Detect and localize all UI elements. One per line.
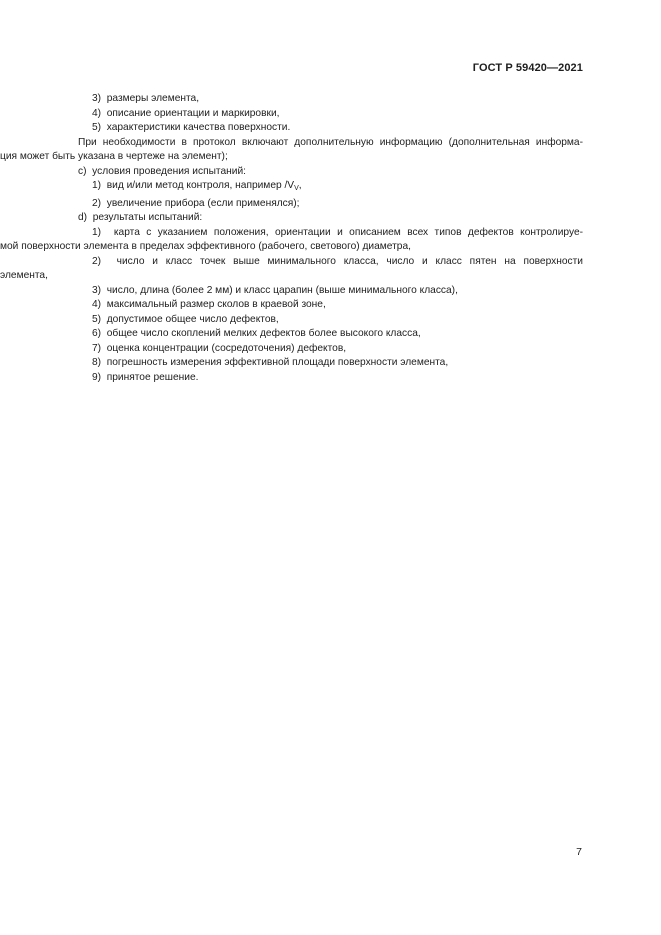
list-heading: d) результаты испытаний: xyxy=(78,212,203,223)
list-item: 3) число, длина (более 2 мм) и класс царапин (выше минимального класса), xyxy=(92,284,458,296)
list-item: 8) погрешность измерения эффективной площади поверхности элемента, xyxy=(92,357,449,368)
list-item: 7) оценка концентрации (сосредоточения) дефектов, xyxy=(92,342,347,354)
list-item: 2) число и класс точек выше минимального класса, число и класс пятен на поверхности xyxy=(92,255,583,267)
list-item: 1) вид и/или метод контроля, например $/V_V$, xyxy=(92,180,302,192)
list-item: 5) допустимое общее число дефектов, xyxy=(92,313,279,325)
document-body xyxy=(0,92,583,385)
list-item: 5) характеристики качества поверхности. xyxy=(92,122,291,133)
paragraph-line: элемента, xyxy=(0,270,48,281)
document-code-header: ГОСТ Р 59420—2021 xyxy=(472,62,583,74)
paragraph-line: ция может быть указана в чертеже на элемент); xyxy=(0,151,228,162)
list-item: 4) описание ориентации и маркировки, xyxy=(92,107,280,119)
page-number: 7 xyxy=(576,846,582,858)
list-item: 6) общее число скоплений мелких дефектов более высокого класса, xyxy=(92,328,421,339)
paragraph-line: При необходимости в протокол включают дополнительную информацию (дополнительная информа- xyxy=(78,136,583,148)
list-item: 1) карта с указанием положения, ориентации и описанием всех типов дефектов контролируе- xyxy=(92,226,583,238)
list-heading: с) условия проведения испытаний: xyxy=(78,165,246,177)
list-item: 9) принятое решение. xyxy=(92,371,199,383)
list-item: 3) размеры элемента, xyxy=(92,93,200,104)
list-item: 2) увеличение прибора (если применялся); xyxy=(92,197,300,209)
paragraph-line: мой поверхности элемента в пределах эффективного (рабочего, светового) диаметра, xyxy=(0,241,411,252)
list-item: 4) максимальный размер сколов в краевой зоне, xyxy=(92,299,326,310)
